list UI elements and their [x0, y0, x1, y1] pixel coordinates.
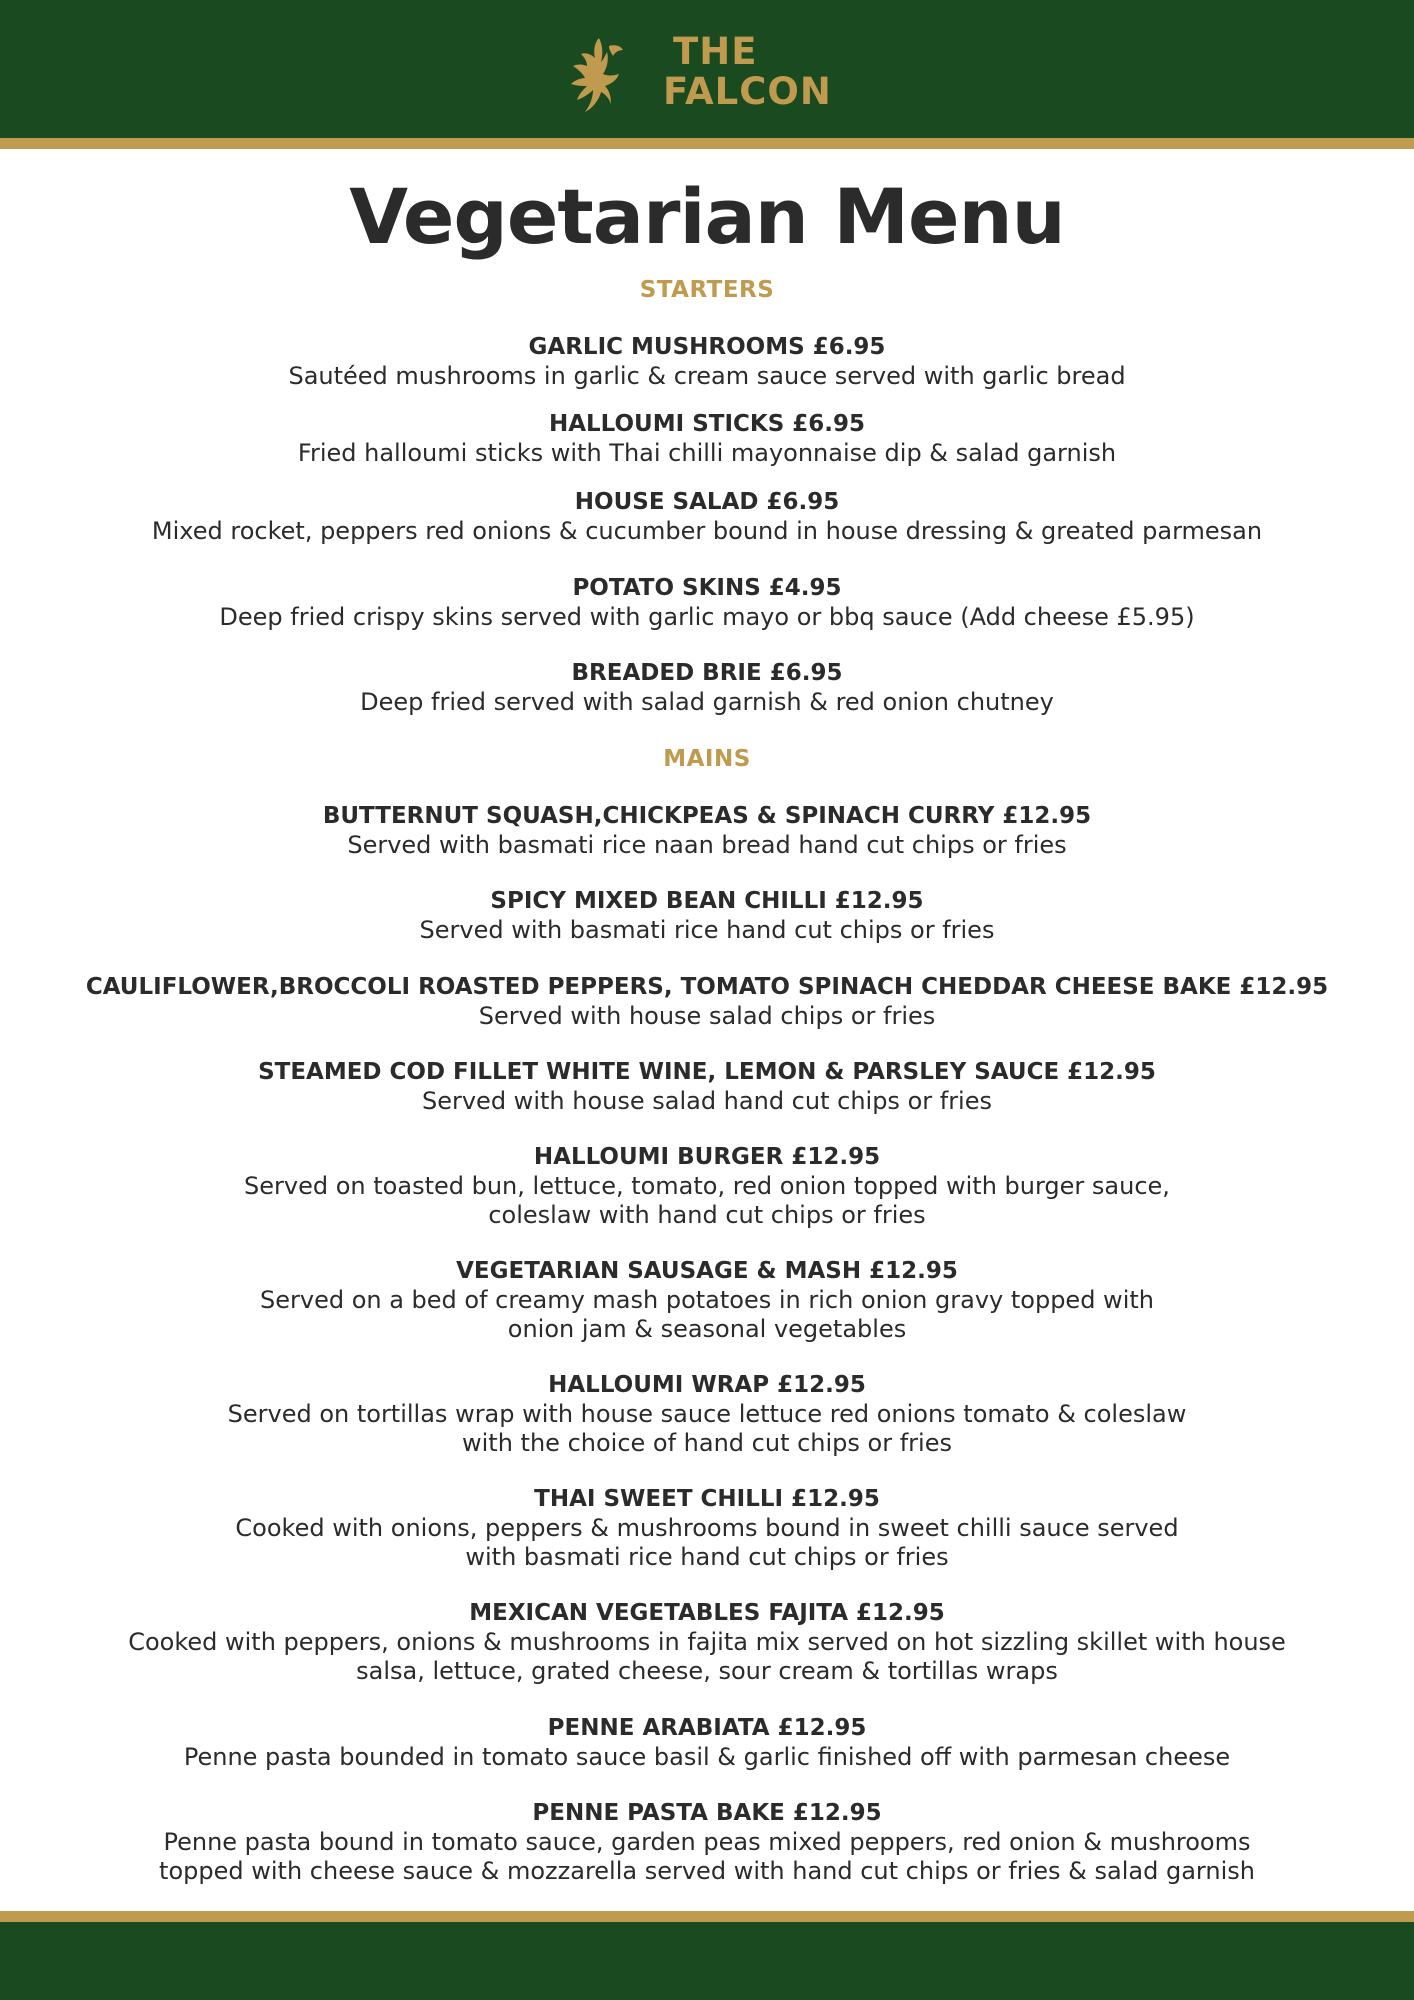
menu-item	[0, 573, 1414, 632]
item-description: Served with basmati rice hand cut chips or fries	[419, 916, 995, 944]
item-description: Penne pasta bound in tomato sauce, garden peas mixed peppers, red onion & mushrooms	[163, 1828, 1251, 1856]
item-description-line-2: onion jam & seasonal vegetables	[507, 1315, 907, 1343]
menu-item	[0, 1798, 1414, 1886]
item-description: Served on tortillas wrap with house sauce lettuce red onions tomato & coleslaw	[227, 1400, 1187, 1428]
menu-item	[0, 1370, 1414, 1458]
item-name: VEGETARIAN SAUSAGE & MASH £12.95	[456, 1258, 958, 1284]
item-description-line-2: coleslaw with hand cut chips or fries	[488, 1201, 926, 1229]
logo-line-2: FALCON	[663, 70, 832, 113]
item-name: THAI SWEET CHILLI £12.95	[534, 1486, 880, 1512]
item-description: Served with house salad chips or fries	[478, 1002, 936, 1030]
item-name: HALLOUMI STICKS £6.95	[548, 411, 866, 437]
item-description-line-2: salsa, lettuce, grated cheese, sour cream & tortillas wraps	[356, 1657, 1058, 1685]
item-description: Mixed rocket, peppers red onions & cucumber bound in house dressing & greated parmesan	[151, 517, 1263, 545]
item-description-line-2: with basmati rice hand cut chips or fries	[465, 1543, 949, 1571]
item-name: POTATO SKINS £4.95	[572, 575, 842, 601]
item-description-line-2: topped with cheese sauce & mozzarella served with hand cut chips or fries & salad garnish	[159, 1857, 1255, 1885]
item-name: GARLIC MUSHROOMS £6.95	[528, 334, 886, 360]
menu-item	[0, 801, 1414, 860]
item-description-line-2: with the choice of hand cut chips or fries	[462, 1429, 952, 1457]
menu-item	[0, 1713, 1414, 1772]
menu-item	[0, 658, 1414, 717]
item-name: HALLOUMI WRAP £12.95	[548, 1372, 866, 1398]
footer-banner	[0, 1911, 1414, 2000]
item-description: Deep fried crispy skins served with garlic mayo or bbq sauce (Add cheese £5.95)	[219, 603, 1195, 631]
menu-item	[0, 1057, 1414, 1116]
item-name: BREADED BRIE £6.95	[571, 660, 843, 686]
menu-item	[0, 886, 1414, 945]
item-description: Served on a bed of creamy mash potatoes in rich onion gravy topped with	[260, 1286, 1154, 1314]
menu-item	[0, 1598, 1414, 1686]
menu-item	[0, 1142, 1414, 1230]
menu-item	[0, 1256, 1414, 1344]
item-description: Cooked with peppers, onions & mushrooms in fajita mix served on hot sizzling skillet with house	[128, 1628, 1286, 1656]
item-description: Sautéed mushrooms in garlic & cream sauce served with garlic bread	[288, 362, 1126, 390]
section-heading-mains: MAINS	[663, 746, 751, 772]
page-title: Vegetarian Menu	[349, 172, 1065, 261]
item-description: Cooked with onions, peppers & mushrooms bound in sweet chilli sauce served	[235, 1514, 1179, 1542]
item-description: Penne pasta bounded in tomato sauce basil & garlic finished off with parmesan cheese	[183, 1743, 1231, 1771]
item-name: CAULIFLOWER,BROCCOLI ROASTED PEPPERS, TOMATO SPINACH CHEDDAR CHEESE BAKE £12.95	[85, 974, 1329, 1000]
item-description: Fried halloumi sticks with Thai chilli mayonnaise dip & salad garnish	[297, 439, 1117, 467]
item-description: Served on toasted bun, lettuce, tomato, red onion topped with burger sauce,	[244, 1172, 1170, 1200]
item-name: STEAMED COD FILLET WHITE WINE, LEMON & PARSLEY SAUCE £12.95	[258, 1059, 1156, 1085]
section-heading-starters: STARTERS	[639, 277, 775, 303]
header-banner	[0, 0, 1414, 149]
menu-item	[0, 409, 1414, 468]
logo-wordmark	[663, 32, 832, 112]
logo-line-1: THE	[673, 30, 758, 73]
item-name: SPICY MIXED BEAN CHILLI £12.95	[490, 888, 924, 914]
item-name: PENNE ARABIATA £12.95	[547, 1715, 867, 1741]
item-description: Deep fried served with salad garnish & red onion chutney	[360, 688, 1054, 716]
menu-item	[0, 332, 1414, 391]
item-name: PENNE PASTA BAKE £12.95	[532, 1800, 882, 1826]
item-description: Served with basmati rice naan bread hand cut chips or fries	[347, 831, 1067, 859]
falcon-icon	[565, 32, 627, 118]
menu-item	[0, 972, 1414, 1031]
item-name: HALLOUMI BURGER £12.95	[533, 1144, 881, 1170]
item-name: HOUSE SALAD £6.95	[574, 489, 840, 515]
menu-item	[0, 1484, 1414, 1572]
item-description: Served with house salad hand cut chips or fries	[421, 1087, 992, 1115]
menu-item	[0, 487, 1414, 546]
logo	[565, 28, 832, 118]
item-name: MEXICAN VEGETABLES FAJITA £12.95	[469, 1600, 945, 1626]
item-name: BUTTERNUT SQUASH,CHICKPEAS & SPINACH CURRY £12.95	[322, 803, 1092, 829]
